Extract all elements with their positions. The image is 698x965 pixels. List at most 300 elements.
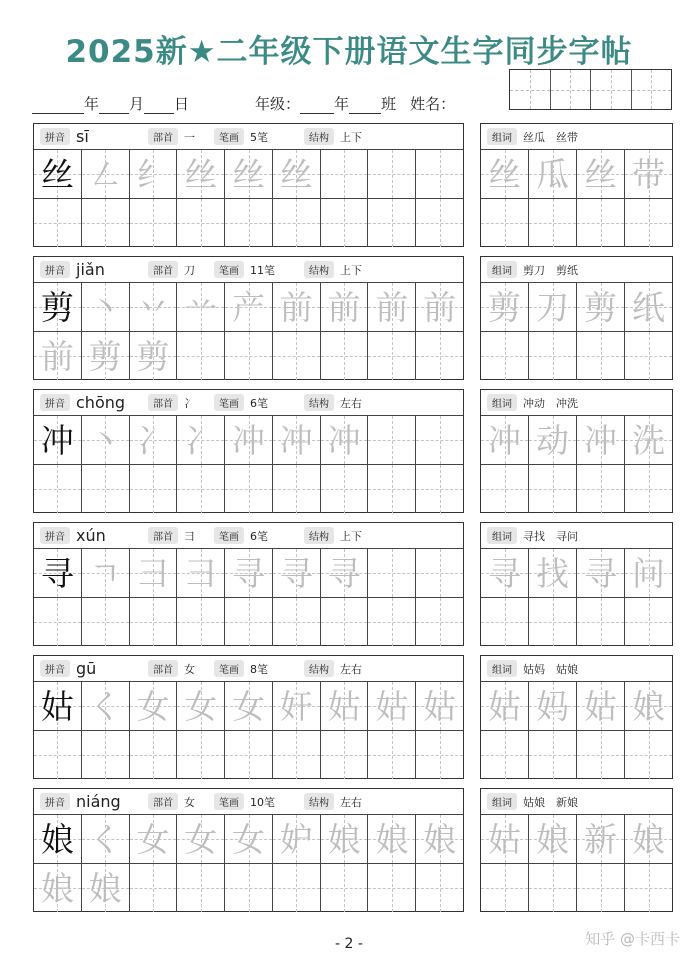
word-practice-cell[interactable] — [529, 465, 577, 513]
grid-row — [481, 283, 672, 332]
character-info-header — [34, 523, 463, 549]
word-practice-box — [480, 788, 673, 912]
word-trace-cell[interactable] — [625, 283, 672, 331]
grid-row — [34, 598, 463, 646]
word-trace-cell[interactable] — [529, 549, 577, 597]
trace-char: 丶 — [88, 420, 122, 460]
word-practice-cell[interactable] — [529, 199, 577, 247]
radical-value: 冫 — [184, 396, 195, 410]
practice-cell[interactable] — [416, 465, 463, 513]
word-grid — [481, 549, 672, 645]
words-value: 姑娘 新娘 — [523, 795, 578, 809]
radical-tag: 部首 — [148, 261, 178, 278]
trace-cell[interactable] — [225, 283, 273, 331]
word-char: 姑 — [488, 819, 521, 859]
word-char: 刀 — [536, 287, 569, 327]
words-tag: 组词 — [487, 527, 517, 544]
pinyin-value: chōng — [76, 393, 126, 412]
word-trace-cell[interactable] — [625, 682, 672, 730]
trace-char: 丝 — [279, 154, 313, 194]
model-char: 冲 — [40, 420, 74, 460]
word-practice-cell[interactable] — [577, 731, 625, 779]
trace-cell[interactable] — [225, 150, 273, 198]
word-practice-cell[interactable] — [481, 598, 529, 646]
word-trace-cell[interactable] — [481, 416, 529, 464]
practice-cell[interactable] — [273, 465, 321, 513]
pinyin-value: jiǎn — [76, 260, 105, 279]
word-trace-cell[interactable] — [625, 150, 672, 198]
strokes-tag: 笔画 — [214, 394, 244, 411]
radical-value: 女 — [184, 662, 195, 676]
grade-year-label: 年 — [334, 95, 350, 113]
word-practice-box — [480, 655, 673, 779]
practice-cell[interactable] — [321, 199, 369, 247]
character-block — [33, 123, 673, 247]
character-block — [33, 788, 673, 912]
practice-cell[interactable] — [273, 864, 321, 912]
word-trace-cell[interactable] — [529, 682, 577, 730]
trace-cell[interactable] — [225, 815, 273, 863]
grid-row — [481, 815, 672, 864]
trace-cell[interactable] — [368, 682, 416, 730]
trace-cell[interactable] — [82, 283, 130, 331]
word-trace-cell[interactable] — [481, 150, 529, 198]
date-month-label: 月 — [129, 95, 145, 113]
trace-char: 娘 — [327, 819, 361, 859]
character-block — [33, 655, 673, 779]
practice-cell[interactable] — [34, 731, 82, 779]
practice-cell[interactable] — [225, 598, 273, 646]
word-char: 娘 — [632, 819, 665, 859]
word-practice-cell[interactable] — [625, 465, 672, 513]
grid-row — [481, 682, 672, 731]
trace-cell[interactable] — [416, 682, 463, 730]
name-cell[interactable] — [510, 70, 551, 109]
words-value: 丝瓜 丝带 — [523, 130, 578, 144]
model-char: 娘 — [40, 819, 74, 859]
practice-cell[interactable] — [416, 598, 463, 646]
grid-row — [34, 416, 463, 465]
word-practice-cell[interactable] — [481, 465, 529, 513]
name-cell[interactable] — [591, 70, 632, 109]
radical-tag: 部首 — [148, 793, 178, 810]
practice-cell[interactable] — [416, 864, 463, 912]
trace-char: 奸 — [279, 686, 313, 726]
trace-cell[interactable] — [321, 682, 369, 730]
trace-char: く — [88, 819, 122, 859]
trace-cell[interactable] — [416, 815, 463, 863]
word-trace-cell[interactable] — [577, 416, 625, 464]
trace-cell[interactable] — [321, 815, 369, 863]
trace-char: 前 — [375, 287, 409, 327]
trace-cell[interactable] — [225, 416, 273, 464]
pinyin-value: xún — [76, 526, 106, 545]
word-trace-cell[interactable] — [529, 150, 577, 198]
trace-cell[interactable] — [416, 283, 463, 331]
trace-cell[interactable] — [177, 815, 225, 863]
structure-tag: 结构 — [304, 527, 334, 544]
word-trace-cell[interactable] — [625, 416, 672, 464]
word-trace-cell[interactable] — [481, 283, 529, 331]
trace-cell[interactable] — [130, 815, 178, 863]
grid-row — [34, 283, 463, 332]
practice-cell[interactable] — [34, 465, 82, 513]
pinyin-value: niáng — [76, 792, 121, 811]
practice-cell[interactable] — [34, 199, 82, 247]
practice-cell[interactable] — [416, 332, 463, 380]
word-practice-cell[interactable] — [577, 332, 625, 380]
trace-char: ㄱ — [89, 553, 122, 593]
pinyin-tag: 拼音 — [40, 527, 70, 544]
trace-char: 冲 — [279, 420, 313, 460]
trace-cell[interactable] — [130, 150, 178, 198]
character-block — [33, 389, 673, 513]
practice-cell[interactable] — [177, 598, 225, 646]
practice-cell[interactable] — [416, 199, 463, 247]
trace-char: 女 — [184, 819, 218, 859]
word-practice-cell[interactable] — [625, 731, 672, 779]
word-practice-cell[interactable] — [529, 598, 577, 646]
words-value: 剪刀 剪纸 — [523, 263, 578, 277]
model-char-cell — [34, 416, 82, 464]
trace-char: ㇜ — [88, 154, 122, 194]
practice-cell[interactable] — [34, 598, 82, 646]
radical-value: 女 — [184, 795, 195, 809]
trace-char: 丝 — [184, 154, 218, 194]
strokes-value: 6笔 — [250, 396, 268, 410]
trace-char: 姑 — [375, 686, 409, 726]
trace-char: 前 — [40, 336, 74, 376]
practice-cell[interactable] — [177, 332, 225, 380]
grid-row — [34, 864, 463, 912]
trace-cell[interactable] — [416, 416, 463, 464]
word-trace-cell[interactable] — [529, 283, 577, 331]
practice-cell[interactable] — [177, 199, 225, 247]
word-header — [481, 124, 672, 150]
word-practice-cell[interactable] — [481, 332, 529, 380]
word-trace-cell[interactable] — [481, 815, 529, 863]
pinyin-tag: 拼音 — [40, 261, 70, 278]
trace-char: 产 — [232, 287, 266, 327]
practice-cell[interactable] — [321, 731, 369, 779]
trace-cell[interactable] — [321, 283, 369, 331]
word-practice-cell[interactable] — [481, 199, 529, 247]
trace-cell[interactable] — [130, 283, 178, 331]
grid-row — [34, 549, 463, 598]
trace-char: 姑 — [327, 686, 361, 726]
trace-char: く — [88, 686, 122, 726]
trace-cell[interactable] — [130, 416, 178, 464]
trace-char: 前 — [327, 287, 361, 327]
trace-cell[interactable] — [225, 549, 273, 597]
grid-row — [481, 150, 672, 199]
word-trace-cell[interactable] — [481, 682, 529, 730]
practice-cell[interactable] — [82, 864, 130, 912]
trace-cell[interactable] — [82, 416, 130, 464]
trace-cell[interactable] — [321, 549, 369, 597]
month-blank[interactable] — [99, 98, 129, 114]
character-practice-box — [33, 522, 464, 646]
word-char: 寻 — [584, 553, 617, 593]
trace-char: 女 — [184, 686, 218, 726]
character-info-header — [34, 124, 463, 150]
trace-cell[interactable] — [177, 416, 225, 464]
grid-row — [481, 731, 672, 779]
trace-char: 剪 — [136, 336, 170, 376]
word-practice-cell[interactable] — [577, 199, 625, 247]
word-trace-cell[interactable] — [481, 549, 529, 597]
model-char: 姑 — [40, 686, 74, 726]
practice-cell[interactable] — [321, 332, 369, 380]
practice-cell[interactable] — [368, 598, 416, 646]
grid-row — [481, 332, 672, 380]
practice-cell[interactable] — [130, 332, 178, 380]
word-practice-box — [480, 256, 673, 380]
tian-grid — [34, 283, 463, 379]
character-practice-box — [33, 123, 464, 247]
word-trace-cell[interactable] — [577, 150, 625, 198]
trace-cell[interactable] — [177, 682, 225, 730]
grid-row — [481, 864, 672, 912]
practice-cell[interactable] — [321, 864, 369, 912]
tian-grid — [34, 416, 463, 512]
words-tag: 组词 — [487, 394, 517, 411]
character-info-header — [34, 257, 463, 283]
trace-cell[interactable] — [225, 682, 273, 730]
word-trace-cell[interactable] — [577, 682, 625, 730]
strokes-value: 6笔 — [250, 529, 268, 543]
practice-cell[interactable] — [368, 731, 416, 779]
grid-row — [34, 332, 463, 380]
trace-cell[interactable] — [368, 416, 416, 464]
grid-row — [34, 682, 463, 731]
practice-cell[interactable] — [130, 731, 178, 779]
class-blank[interactable] — [349, 98, 381, 114]
practice-cell[interactable] — [368, 199, 416, 247]
practice-cell[interactable] — [368, 332, 416, 380]
watermark: 知乎 @卡西卡 — [585, 930, 680, 948]
practice-cell[interactable] — [82, 731, 130, 779]
word-trace-cell[interactable] — [577, 815, 625, 863]
word-trace-cell[interactable] — [529, 416, 577, 464]
practice-cell[interactable] — [225, 465, 273, 513]
practice-cell[interactable] — [368, 465, 416, 513]
word-practice-cell[interactable] — [625, 864, 672, 912]
practice-cell[interactable] — [273, 199, 321, 247]
strokes-value: 8笔 — [250, 662, 268, 676]
grid-row — [34, 150, 463, 199]
word-grid — [481, 150, 672, 246]
word-char: 丝 — [488, 154, 521, 194]
trace-cell[interactable] — [416, 549, 463, 597]
word-trace-cell[interactable] — [625, 815, 672, 863]
word-practice-cell[interactable] — [625, 598, 672, 646]
word-practice-cell[interactable] — [481, 731, 529, 779]
trace-cell[interactable] — [177, 283, 225, 331]
grid-row — [34, 199, 463, 247]
practice-cell[interactable] — [177, 864, 225, 912]
word-grid — [481, 283, 672, 379]
strokes-value: 11笔 — [250, 263, 275, 277]
strokes-tag: 笔画 — [214, 793, 244, 810]
model-char-cell — [34, 283, 82, 331]
trace-char: 女 — [136, 819, 170, 859]
trace-cell[interactable] — [273, 682, 321, 730]
word-char: 娘 — [536, 819, 569, 859]
grade-blank[interactable] — [300, 98, 334, 114]
word-trace-cell[interactable] — [577, 549, 625, 597]
trace-cell[interactable] — [368, 150, 416, 198]
grade-label: 年级： — [255, 95, 301, 113]
practice-cell[interactable] — [82, 199, 130, 247]
trace-cell[interactable] — [273, 416, 321, 464]
character-practice-box — [33, 788, 464, 912]
word-char: 姑 — [488, 686, 521, 726]
word-practice-cell[interactable] — [577, 598, 625, 646]
practice-cell[interactable] — [82, 465, 130, 513]
grid-row — [481, 549, 672, 598]
trace-cell[interactable] — [82, 549, 130, 597]
word-char: 妈 — [536, 686, 569, 726]
day-blank[interactable] — [144, 98, 174, 114]
class-label: 班 — [381, 95, 397, 113]
grid-row — [481, 598, 672, 646]
trace-cell[interactable] — [82, 150, 130, 198]
word-practice-cell[interactable] — [481, 864, 529, 912]
word-practice-cell[interactable] — [577, 465, 625, 513]
strokes-tag: 笔画 — [214, 527, 244, 544]
practice-cell[interactable] — [34, 332, 82, 380]
character-practice-box — [33, 256, 464, 380]
practice-cell[interactable] — [82, 332, 130, 380]
page-title: 2025新★二年级下册语文生字同步字帖 — [65, 34, 633, 70]
date-day-label: 日 — [174, 95, 190, 113]
trace-cell[interactable] — [177, 549, 225, 597]
model-char-cell — [34, 150, 82, 198]
practice-cell[interactable] — [368, 864, 416, 912]
trace-cell[interactable] — [368, 283, 416, 331]
name-writing-grid[interactable] — [509, 69, 672, 110]
trace-char: 䒑 — [184, 287, 218, 327]
practice-cell[interactable] — [321, 465, 369, 513]
trace-cell[interactable] — [368, 815, 416, 863]
grid-row — [34, 465, 463, 513]
practice-cell[interactable] — [130, 598, 178, 646]
character-block — [33, 522, 673, 646]
trace-cell[interactable] — [416, 150, 463, 198]
trace-cell[interactable] — [321, 416, 369, 464]
word-char: 冲 — [584, 420, 617, 460]
practice-cell[interactable] — [225, 864, 273, 912]
trace-cell[interactable] — [177, 150, 225, 198]
practice-cell[interactable] — [82, 598, 130, 646]
tian-grid — [34, 815, 463, 911]
practice-cell[interactable] — [130, 864, 178, 912]
name-cell[interactable] — [551, 70, 592, 109]
grid-row — [481, 465, 672, 513]
practice-cell[interactable] — [273, 731, 321, 779]
word-trace-cell[interactable] — [625, 549, 672, 597]
trace-char: 寻 — [232, 553, 266, 593]
word-practice-box — [480, 389, 673, 513]
trace-cell[interactable] — [273, 815, 321, 863]
strokes-tag: 笔画 — [214, 660, 244, 677]
word-grid — [481, 815, 672, 911]
practice-cell[interactable] — [177, 465, 225, 513]
practice-cell[interactable] — [225, 332, 273, 380]
trace-char: 娘 — [88, 868, 122, 908]
trace-cell[interactable] — [130, 682, 178, 730]
practice-cell[interactable] — [34, 864, 82, 912]
structure-tag: 结构 — [304, 793, 334, 810]
practice-cell[interactable] — [273, 598, 321, 646]
words-value: 寻找 寻问 — [523, 529, 578, 543]
radical-value: 刀 — [184, 263, 195, 277]
radical-tag: 部首 — [148, 394, 178, 411]
practice-cell[interactable] — [225, 731, 273, 779]
name-cell[interactable] — [632, 70, 672, 109]
word-practice-box — [480, 123, 673, 247]
word-trace-cell[interactable] — [577, 283, 625, 331]
practice-cell[interactable] — [416, 731, 463, 779]
words-tag: 组词 — [487, 128, 517, 145]
trace-cell[interactable] — [273, 150, 321, 198]
word-trace-cell[interactable] — [529, 815, 577, 863]
year-blank[interactable] — [32, 98, 84, 114]
pinyin-tag: 拼音 — [40, 394, 70, 411]
trace-cell[interactable] — [273, 549, 321, 597]
words-value: 冲动 冲洗 — [523, 396, 578, 410]
word-practice-cell[interactable] — [625, 332, 672, 380]
trace-char: 丶 — [88, 287, 122, 327]
word-practice-cell[interactable] — [529, 332, 577, 380]
trace-cell[interactable] — [130, 549, 178, 597]
practice-cell[interactable] — [130, 465, 178, 513]
trace-char: 前 — [423, 287, 457, 327]
word-char: 找 — [536, 553, 569, 593]
radical-value: 一 — [184, 130, 195, 144]
trace-cell[interactable] — [321, 150, 369, 198]
word-practice-cell[interactable] — [577, 864, 625, 912]
word-practice-cell[interactable] — [529, 731, 577, 779]
student-info-row — [32, 90, 502, 114]
word-practice-cell[interactable] — [529, 864, 577, 912]
word-char: 娘 — [632, 686, 665, 726]
structure-tag: 结构 — [304, 394, 334, 411]
trace-char: 彐 — [136, 553, 170, 593]
trace-char: 寻 — [279, 553, 313, 593]
structure-value: 上下 — [340, 130, 362, 144]
words-value: 姑妈 姑娘 — [523, 662, 578, 676]
practice-cell[interactable] — [130, 199, 178, 247]
practice-cell[interactable] — [177, 731, 225, 779]
practice-cell[interactable] — [225, 199, 273, 247]
character-block — [33, 256, 673, 380]
word-practice-cell[interactable] — [625, 199, 672, 247]
word-char: 问 — [632, 553, 665, 593]
trace-cell[interactable] — [273, 283, 321, 331]
practice-cell[interactable] — [321, 598, 369, 646]
trace-cell[interactable] — [82, 682, 130, 730]
word-char: 剪 — [488, 287, 521, 327]
word-char: 冲 — [488, 420, 521, 460]
trace-cell[interactable] — [82, 815, 130, 863]
practice-cell[interactable] — [273, 332, 321, 380]
trace-char: 寻 — [327, 553, 361, 593]
structure-value: 左右 — [340, 662, 362, 676]
radical-tag: 部首 — [148, 660, 178, 677]
trace-cell[interactable] — [368, 549, 416, 597]
